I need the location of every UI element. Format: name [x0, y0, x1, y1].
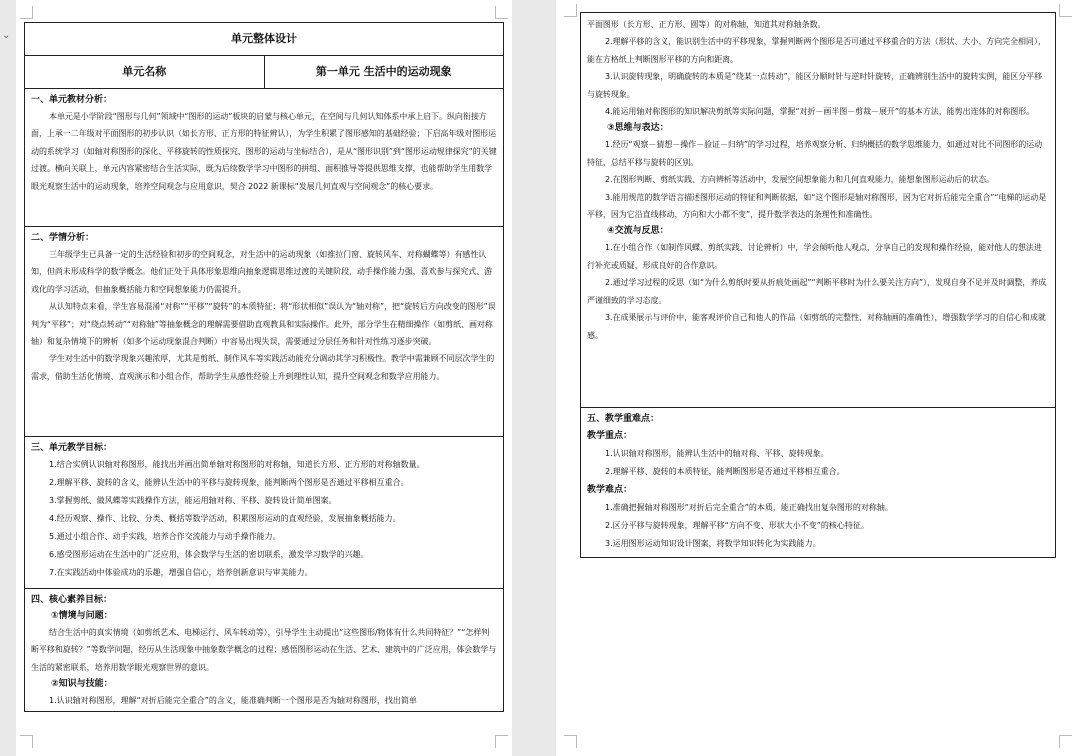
paragraph: 学生对生活中的数学现象兴趣浓厚，尤其是剪纸、制作风车等实践活动能充分调动其学习积极性。教学中需兼顾不同层次学生的需求，借助生活化情境、直观演示和小组合作，帮助学生从感性经验上升到理性认知，提升空间观念和数学应用能力。: [31, 354, 495, 381]
list-item: 6.感受图形运动在生活中的广泛应用，体会数学与生活的密切联系，激发学习数学的兴趣。: [49, 550, 369, 559]
list-item: 1.认识轴对称图形，能辨认生活中的轴对称、平移、旋转现象。: [605, 449, 829, 458]
subsection-heading: ①情境与问题：: [51, 611, 113, 621]
paragraph: 平面图形（长方形、正方形、圆等）的对称轴，知道其对称轴条数。: [587, 20, 826, 29]
list-item: 4.经历观察、操作、比较、分类、概括等数学活动，积累图形运动的直观经验，发展抽象概括能力。: [49, 514, 401, 523]
paragraph: 3.在成果展示与评价中，能客观评价自己和他人的作品（如剪纸的完整性、对称轴画的准确性），增强数学学习的自信心和成就感。: [587, 313, 1046, 340]
section-core-literacy: [25, 589, 503, 711]
paragraph: 三年级学生已具备一定的生活经验和初步的空间观念，对生活中的运动现象（如推拉门窗、旋转风车、对称蝴蝶等）有感性认知，但尚未形成科学的数学概念。他们正处于具体形象思维向抽象逻辑思维过渡的关键阶段，动手操作能力强，喜欢参与探究式、游戏化的学习活动，但抽象概括能力和空间想象能力仍需提升。: [31, 250, 493, 294]
list-item: 2.理解平移、旋转的含义，能辨认生活中的平移与旋转现象，能判断两个图形是否通过平移相互重合。: [49, 478, 409, 487]
crop-mark-icon: [564, 4, 577, 17]
left-gutter: [0, 0, 16, 756]
paragraph: 3.能用规范的数学语言描述图形运动的特征和判断依据，如“这个图形是轴对称图形，因为它对折后能完全重合”“电梯的运动是平移，因为它沿直线移动，方向和大小都不变”，提升数学表达的条理性和准确性。: [587, 192, 1047, 220]
unit-name-row: [25, 56, 503, 89]
unit-name-label: 单元名称: [122, 65, 167, 78]
list-item: 5.通过小组合作、动手实践，培养合作交流能力与动手操作能力。: [49, 532, 281, 541]
key-points-label: 教学重点：: [587, 431, 633, 441]
table-title: 单元整体设计: [231, 32, 297, 45]
paragraph: 2.理解平移的含义，能识别生活中的平移现象，掌握判断两个图形是否可通过平移重合的方法（形状、大小、方向完全相同），能在方格纸上判断图形平移的方向和距离。: [587, 37, 1046, 64]
unit-design-table-continued: [580, 12, 1056, 408]
subsection-heading: ③思维与表达：: [607, 123, 669, 134]
section-material-analysis: [25, 89, 503, 227]
section-heading: 五、教学重难点：: [587, 414, 660, 424]
list-item: 2.区分平移与旋转现象，理解平移“方向不变、形状大小不变”的核心特征。: [605, 521, 869, 530]
list-item: 2.理解平移、旋转的本质特征，能判断图形是否通过平移相互重合。: [605, 467, 845, 476]
paragraph: 1.在小组合作（如制作风蝶、剪纸实践、讨论辨析）中，学会倾听他人观点，分享自己的发现和操作经验，能对他人的想法进行补充或质疑，形成良好的合作意识。: [587, 243, 1042, 270]
section-core-literacy-continued: [581, 13, 1055, 407]
section-heading: 三、单元教学目标：: [31, 443, 113, 453]
paragraph: 4.能运用轴对称图形的知识解决剪纸等实际问题，掌握“对折－画半图－剪裁－展开”的基本方法，能剪出连体的对称图形。: [605, 107, 1035, 117]
subsection-heading: ④交流与反思：: [607, 226, 669, 237]
table-title-row: [25, 23, 503, 56]
crop-mark-icon: [20, 6, 33, 19]
document-page-right: [556, 0, 1080, 756]
list-item: 1.准确把握轴对称图形“对折后完全重合”的本质，能正确找出复杂图形的对称轴。: [605, 503, 893, 512]
paragraph: 本单元是小学阶段“图形与几何”领域中“图形的运动”板块的启蒙与核心单元，在空间与几何认知体系中承上启下。纵向衔接方面，上承一二年级对平面图形的初步认识（如长方形、正方形的特征辨认），为学生积累了图形感知的基础经验；下启高年级对图形运动的系统学习（如轴对称图形的深化、平移旋转的性质探究、图形的运动与坐标结合），是从“图形识别”到“图形运动规律探究”的关键过渡。横向关联上，单元内容紧密结合生活实际，既为后续数学学习中图形的拼组、面积推导等提供思维支撑，也能帮助学生用数学眼光观察生活中的运动现象，培养空间观念与应用意识，契合 2022 新课标“发展几何直观与空间观念”的核心要求。: [31, 112, 497, 191]
crop-mark-icon: [1059, 735, 1072, 748]
crop-mark-icon: [1059, 4, 1072, 17]
unit-design-table: [24, 22, 504, 712]
paragraph: 1.经历“观察－猜想－操作－验证－归纳”的学习过程，培养观察分析、归纳概括的数学思维能力，如通过对比不同图形的运动特征，总结平移与旋转的区别。: [587, 140, 1043, 167]
crop-mark-icon: [495, 6, 508, 19]
list-item: 3.掌握剪纸、做风蝶等实践操作方法，能运用轴对称、平移、旋转设计简单图案。: [49, 496, 337, 505]
list-item: 1.结合实例认识轴对称图形，能找出并画出简单轴对称图形的对称轴，知道长方形、正方形的对称轴数量。: [49, 460, 425, 469]
paragraph: 2.通过学习过程的反思（如“为什么剪纸时要从折痕处画起”“判断平移时为什么要关注方向”），发现自身不足并及时调整，养成严谨细致的学习态度。: [587, 278, 1047, 305]
section-teaching-goals: [25, 437, 503, 589]
list-item: 3.运用图形运动知识设计图案，将数学知识转化为实践能力。: [605, 539, 821, 548]
section-heading: 一、单元教材分析：: [31, 95, 113, 105]
section-key-difficulties: [581, 408, 1055, 557]
chevron-down-icon[interactable]: ⌄: [2, 30, 11, 41]
crop-mark-icon: [564, 735, 577, 748]
paragraph: 从认知特点来看，学生容易混淆“对称”“平移”“旋转”的本质特征：将“形状相似”误认为“轴对称”，把“旋转后方向改变的图形”误判为“平移”；对“绕点转动”“对称轴”等抽象概念的理解需要借助直观教具和实际操作。此外，部分学生在精细操作（如剪纸、画对称轴）和复杂情境下的辨析（如多个运动现象混合判断）中容易出现失误，需要通过分层任务和针对性练习逐步突破。: [31, 302, 496, 347]
paragraph: 结合生活中的真实情境（如剪纸艺术、电梯运行、风车转动等），引导学生主动提出“这些图形/物体有什么共同特征？”“怎样判断平移和旋转？”等数学问题，经历从生活现象中抽象数学概念的过程；感悟图形运动在生活、艺术、建筑中的广泛应用，体会数学与生活的紧密联系，培养用数学眼光观察世界的意识。: [31, 628, 497, 672]
crop-mark-icon: [20, 735, 33, 748]
document-page-left: [16, 0, 512, 756]
section-student-analysis: [25, 227, 503, 437]
difficult-points-label: 教学难点：: [587, 485, 633, 495]
paragraph: 3.认识旋转现象，明确旋转的本质是“绕某一点转动”，能区分顺时针与逆时针旋转，正确辨别生活中的旋转实例，能区分平移与旋转现象。: [587, 72, 1043, 99]
paragraph: 2.在图形判断、剪纸实践、方向辨析等活动中，发展空间想象能力和几何直观能力，能想象图形运动后的状态。: [605, 175, 995, 185]
key-difficulty-table: [580, 407, 1056, 558]
list-item: 7.在实践活动中体验成功的乐趣，增强自信心，培养创新意识与审美能力。: [49, 568, 313, 577]
section-heading: 四、核心素养目标：: [31, 595, 113, 605]
subsection-heading: ②知识与技能：: [51, 679, 113, 690]
crop-mark-icon: [495, 735, 508, 748]
section-heading: 二、学情分析：: [31, 233, 95, 243]
unit-name-value: 第一单元 生活中的运动现象: [264, 56, 504, 88]
list-item: 1.认识轴对称图形，理解“对折后能完全重合”的含义，能准确判断一个图形是否为轴对称图形，找出简单: [49, 696, 417, 706]
